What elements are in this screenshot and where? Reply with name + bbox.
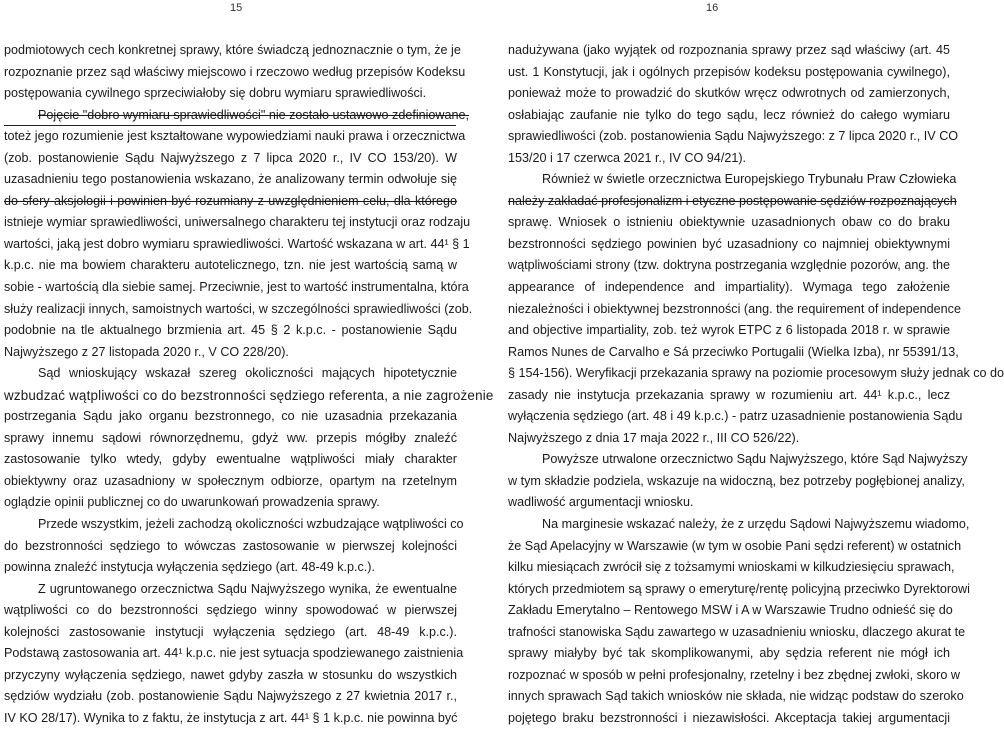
text-line: uzasadnieniu tego postanowienia wskazano, że analizowany termin odwołuje się — [4, 172, 457, 187]
right-page-text — [508, 40, 1004, 730]
text-line: których przedmiotem są sprawy o emeryturę/rentę policyjną przeciwko Dyrektorowi — [508, 581, 970, 596]
text-line: niezależności i obiektywnej bezstronności (ang. the requirement of independence — [508, 301, 961, 316]
text-line: zasady nie instytucja przekazania sprawy w rozumieniu art. 44¹ k.p.c., lecz — [508, 387, 950, 402]
text-line: toteż jego rozumienie jest kształtowane wypowiedziami nauki prawa i orzecznictwa — [4, 129, 466, 144]
text-line: sprawę. Wniosek o istnieniu obiektywnie uzasadnionych obaw co do braku — [508, 215, 950, 230]
text-line: wątpliwościami strony (tzw. doktryna postrzegania względnie pozorów, ang. the — [508, 258, 950, 273]
text-line: Przede wszystkim, jeżeli zachodzą okoliczności wzbudzające wątpliwości co — [38, 517, 464, 532]
text-line: że Sąd Apelacyjny w Warszawie (w tym w osobie Pani sędzi referent) w ostatnich — [508, 538, 962, 553]
text-line: Z ugruntowanego orzecznictwa Sądu Najwyższego wynika, że ewentualne — [38, 581, 457, 596]
text-line: nadużywana (jako wyjątek od rozpoznania sprawy przez sąd właściwy (art. 45 — [508, 43, 950, 57]
text-line: wadliwość argumentacji wniosku. — [508, 495, 694, 510]
text-line: § 154-156). Weryfikacji przekazania sprawy na poziomie procesowym służy jednak co do — [508, 366, 1004, 381]
text-line: wątpliwości co do bezstronności sędziego winny spowodować w pierwszej — [4, 603, 457, 618]
text-line: Powyższe utrwalone orzecznictwo Sądu Najwyższego, które Sąd Najwyższy — [542, 452, 968, 467]
text-line: Zakładu Emerytalno – Rentowego MSW i A w Warszawie Trudno odnieść się do — [508, 603, 953, 618]
text-line: and objective impartiality, zob. też wyrok ETPC z 6 listopada 2018 r. w sprawie — [508, 323, 950, 338]
text-line: Na marginesie wskazać należy, że z urzędu Sądowi Najwyższemu wiadomo, — [542, 517, 970, 532]
text-line: osłabiając zaufanie nie tylko do tego sądu, lecz również do całego wymiaru — [508, 107, 950, 122]
text-line: wyłączenia sędziego (art. 48 i 49 k.p.c.) - patrz uzasadnienie postanowienia Sądu — [508, 409, 963, 424]
text-line: trafności stanowiska Sądu zawartego w uzasadnieniu wniosku, dlaczego akurat te — [508, 624, 966, 639]
text-line: podmiotowych cech konkretnej sprawy, które świadczą jednoznacznie o tym, że je — [4, 43, 461, 57]
text-line: 153/20 i 17 czerwca 2021 r., IV CO 94/21). — [508, 150, 747, 165]
text-line: sędziów wydziału (zob. postanowienie Sądu Najwyższego z 27 kwietnia 2017 r., — [4, 689, 457, 704]
text-line: rozpoznanie przez sąd właściwy miejscowo i rzeczowo według przepisów Kodeksu — [4, 64, 466, 79]
text-line: appearance of independence and impartiality). Wymaga tego założenie — [508, 280, 950, 295]
text-line: Podstawą zastosowania art. 44¹ k.p.c. nie jest sytuacja spodziewanego zaistnienia — [4, 646, 464, 661]
text-line: Sąd wnioskujący wskazał szereg okoliczności mających hipotetycznie — [38, 366, 457, 381]
text-line: k.p.c. nie ma bowiem charakteru autotelicznego, tzn. nie jest wartością samą w — [4, 258, 457, 273]
text-line: do sfery aksjologii i powinien być rozumiany z uwzględnieniem celu, dla którego — [4, 193, 457, 208]
text-line: rozpoznać w sposób w pełni profesjonalny, rzetelny i bez zbędnej zwłoki, skoro w — [508, 667, 960, 682]
text-line: Ramos Nunes de Carvalho e Sá przeciwko Portugalii (Wielka Izba), nr 55391/13, — [508, 344, 959, 359]
text-line: wzbudzać wątpliwości co do bezstronności sędziego referenta, a nie zagrożenie — [4, 387, 494, 403]
text-line: powinna znaleźć instytucja wyłączenia sędziego (art. 48-49 k.p.c.). — [4, 560, 375, 575]
text-line: przyczyny wyłączenia sędziego, nawet gdyby zaszła w stosunku do wszystkich — [4, 667, 457, 682]
text-line: sprawiedliwości (zob. postanowienia Sądu Najwyższego: z 7 lipca 2020 r., IV CO — [508, 129, 959, 144]
text-line: służy realizacji innych, samoistnych wartości, w szczególności sprawiedliwości (zob. — [4, 301, 473, 316]
text-line: (zob. postanowienie Sądu Najwyższego z 7 lipca 2020 r., IV CO 153/20). W — [4, 150, 457, 165]
page-number-left: 15 — [230, 2, 243, 14]
text-line: postrzegania Sądu jako organu bezstronnego, co nie uzasadnia przekazania — [4, 409, 457, 424]
left-page-text — [4, 40, 494, 730]
text-line: zastosowanie tylko wtedy, gdyby ewentualne wątpliwości miały charakter — [4, 452, 457, 467]
text-line: w tym składzie podziela, wskazuje na widoczną, bez potrzeby pogłębionej analizy, — [508, 473, 965, 488]
text-line: istnieje wymiar sprawiedliwości, uniwersalnego charakteru tej instytucji oraz rodzaju — [4, 215, 471, 230]
text-line: kolejności zastosowanie instytucji wyłączenia sędziego (art. 48-49 k.p.c.). — [4, 624, 457, 639]
text-line: ust. 1 Konstytucji, jak i ogólnych przepisów kodeksu postępowania cywilnego), — [508, 64, 950, 79]
text-line: podobnie na tle aktualnego brzmienia art. 45 § 2 k.p.c. - postanowienie Sądu — [4, 323, 457, 338]
text-line: sprawy innemu sądowi równorzędnemu, gdyż ww. przepis mógłby znaleźć — [4, 430, 457, 445]
text-line: Pojęcie "dobro wymiaru sprawiedliwości" nie zostało ustawowo zdefiniowane, — [38, 107, 470, 122]
text-line: sprawy miałyby być tak skomplikowanymi, aby sędzia referent nie mógł ich — [508, 646, 950, 661]
text-line: postępowania cywilnego sprzeciwiałoby się dobru wymiaru sprawiedliwości. — [4, 86, 427, 101]
text-line: Najwyższego z 27 listopada 2020 r., V CO 228/20). — [4, 344, 289, 359]
text-line: innych sprawach Sąd takich wniosków nie składa, nie widząc podstaw do szeroko — [508, 689, 964, 704]
text-line: wartości, jaką jest dobro wymiaru sprawiedliwości. Wartość wskazana w art. 44¹ § 1 — [4, 236, 470, 251]
text-line: bezstronności sędziego powinien być uzasadniony co najmniej obiektywnymi — [508, 236, 950, 251]
page-number-right: 16 — [706, 2, 719, 14]
text-line: Również w świetle orzecznictwa Europejskiego Trybunału Praw Człowieka — [542, 172, 957, 187]
text-line: pojętego braku bezstronności i niezawisłości. Akceptacja takiej argumentacji — [508, 710, 950, 725]
text-line: należy zakładać profesjonalizm i etyczne postępowanie sędziów rozpoznających — [508, 193, 957, 208]
text-line: do bezstronności sędziego to wówczas zastosowanie w pierwszej kolejności — [4, 538, 457, 553]
text-line: Najwyższego z dnia 17 maja 2022 r., III CO 526/22). — [508, 430, 800, 445]
text-line: ponieważ może to prowadzić do skutków wręcz odwrotnych od zamierzonych, — [508, 86, 950, 101]
text-line: obiektywny oraz uzasadniony w społecznym odbiorze, opartym na rzetelnym — [4, 473, 457, 488]
margin-rule-left — [4, 125, 456, 126]
text-line: oglądzie opinii publicznej co do uwarunkowań prowadzenia sprawy. — [4, 495, 380, 510]
text-line: IV KO 28/17). Wynika to z faktu, że instytucja z art. 44¹ § 1 k.p.c. nie powinna być — [4, 710, 458, 725]
text-line: kilku miesiącach zwrócił się z tożsamymi wnioskami w kilkudziesięciu sprawach, — [508, 560, 955, 575]
text-line: sobie - wartością dla siebie samej. Przeciwnie, jest to wartość instrumentalna, która — [4, 280, 469, 295]
